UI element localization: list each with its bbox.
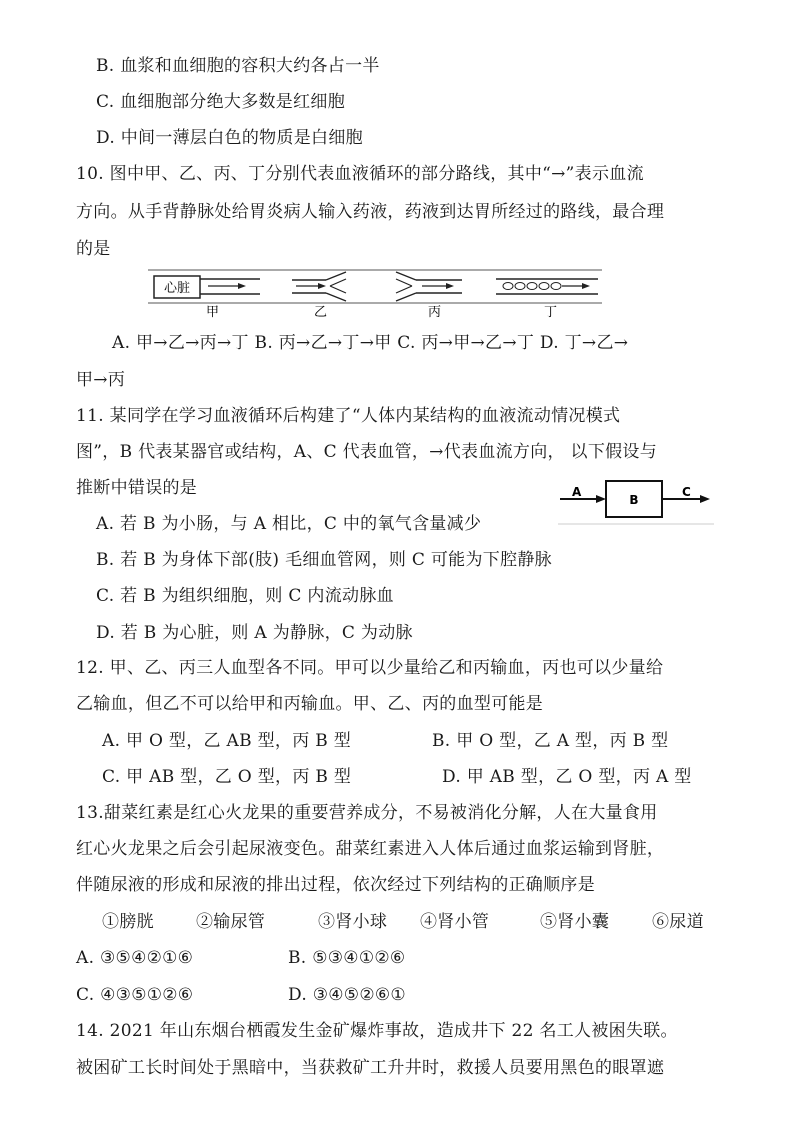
q13-option-a: A. ③⑤④②①⑥ xyxy=(76,948,194,968)
q10-stem-line1: 10. 图中甲、乙、丙、丁分别代表血液循环的部分路线，其中“→”表示血流 xyxy=(76,164,644,184)
vessel-a-label: A xyxy=(572,485,582,499)
label-jia: 甲 xyxy=(206,305,220,320)
structure-b-label: B xyxy=(629,493,639,507)
q13-item-3: ③肾小球 xyxy=(318,912,388,932)
q10-stem-line3: 的是 xyxy=(76,239,111,259)
q13-stem-line1: 13.甜菜红素是红心火龙果的重要营养成分，不易被消化分解，人在大量食用 xyxy=(76,803,658,823)
q12-stem-line2: 乙输血，但乙不可以给甲和丙输血。甲、乙、丙的血型可能是 xyxy=(76,694,544,714)
q13-item-2: ②输尿管 xyxy=(196,912,266,932)
q11-option-d: D. 若 B 为心脏，则 A 为静脉，C 为动脉 xyxy=(96,623,413,643)
q13-item-5: ⑤肾小囊 xyxy=(540,912,610,932)
q14-stem-line1: 14. 2021 年山东烟台栖霞发生金矿爆炸事故，造成井下 22 名工人被困失联。 xyxy=(76,1021,678,1041)
q10-stem-line2: 方向。从手背静脉处给胃炎病人输入药液，药液到达胃所经过的路线，最合理 xyxy=(76,202,665,222)
q11-option-b: B. 若 B 为身体下部(肢) 毛细血管网，则 C 可能为下腔静脉 xyxy=(96,550,552,570)
q13-item-6: ⑥尿道 xyxy=(652,912,704,932)
q10-options-line1: A. 甲→乙→丙→丁 B. 丙→乙→丁→甲 C. 丙→甲→乙→丁 D. 丁→乙→ xyxy=(112,333,629,353)
q13-option-c: C. ④③⑤①②⑥ xyxy=(76,985,194,1005)
q13-item-1: ①膀胱 xyxy=(102,912,154,932)
q11-stem-line3: 推断中错误的是 xyxy=(76,478,198,498)
q12-option-a: A. 甲 O 型，乙 AB 型，丙 B 型 xyxy=(102,731,352,751)
heart-label: 心脏 xyxy=(163,281,191,296)
q13-stem-line2: 红心火龙果之后会引起尿液变色。甜菜红素进入人体后通过血浆运输到肾脏， xyxy=(76,839,665,859)
q11-flow-diagram xyxy=(558,476,714,526)
q11-option-a: A. 若 B 为小肠，与 A 相比，C 中的氧气含量减少 xyxy=(96,514,482,534)
q13-stem-line3: 伴随尿液的形成和尿液的排出过程，依次经过下列结构的正确顺序是 xyxy=(76,875,595,895)
label-yi: 乙 xyxy=(314,305,328,320)
q14-stem-line2: 被困矿工长时间处于黑暗中，当获救矿工升井时，救援人员要用黑色的眼罩遮 xyxy=(76,1058,665,1078)
diagram-segment-jia xyxy=(154,276,260,320)
q11-option-c: C. 若 B 为组织细胞，则 C 内流动脉血 xyxy=(96,586,394,606)
diagram-segment-bing xyxy=(396,272,462,320)
q12-option-c: C. 甲 AB 型，乙 O 型，丙 B 型 xyxy=(102,767,352,787)
q13-option-b: B. ⑤③④①②⑥ xyxy=(288,948,406,968)
label-bing: 丙 xyxy=(428,305,442,320)
q13-item-4: ④肾小管 xyxy=(420,912,490,932)
diagram-segment-yi xyxy=(292,272,346,320)
q10-options-line2: 甲→丙 xyxy=(76,370,126,390)
q12-option-b: B. 甲 O 型，乙 A 型，丙 B 型 xyxy=(432,731,669,751)
vessel-c-label: C xyxy=(682,485,691,499)
q11-stem-line2: 图”，B 代表某器官或结构，A、C 代表血管，→代表血流方向， 以下假设与 xyxy=(76,442,658,462)
label-ding: 丁 xyxy=(544,305,558,320)
q9-option-b: B. 血浆和血细胞的容积大约各占一半 xyxy=(96,56,380,76)
q11-stem-line1: 11. 某同学在学习血液循环后构建了“人体内某结构的血液流动情况模式 xyxy=(76,406,621,426)
q9-option-d: D. 中间一薄层白色的物质是白细胞 xyxy=(96,128,363,148)
diagram-segment-ding xyxy=(496,279,598,320)
q10-circulation-diagram xyxy=(146,268,606,320)
q12-stem-line1: 12. 甲、乙、丙三人血型各不同。甲可以少量给乙和丙输血，丙也可以少量给 xyxy=(76,658,664,678)
q9-option-c: C. 血细胞部分绝大多数是红细胞 xyxy=(96,92,346,112)
q13-option-d: D. ③④⑤②⑥① xyxy=(288,985,406,1005)
q12-option-d: D. 甲 AB 型，乙 O 型，丙 A 型 xyxy=(442,767,692,787)
